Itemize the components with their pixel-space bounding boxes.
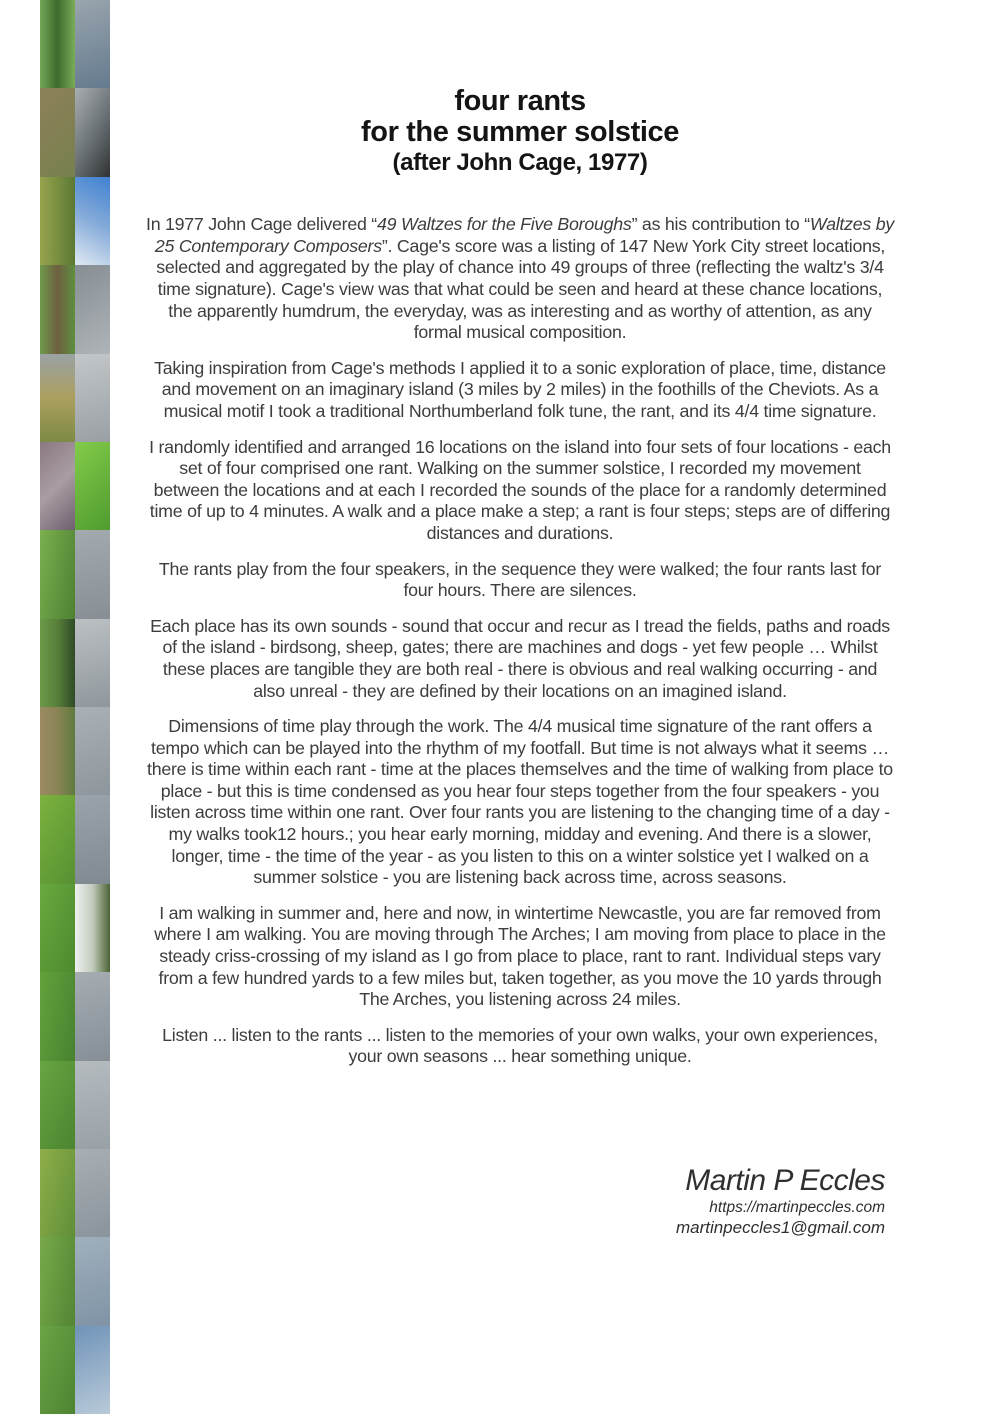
photo-thumbnail-dry-grass-path [40,707,75,795]
photo-thumbnail-grass [40,972,75,1060]
signature-block [120,1164,920,1238]
photo-thumbnail-grey-gradient-sky [75,619,110,707]
photo-thumbnail-blue-sky [75,1326,110,1414]
photo-thumbnail-grass [40,1237,75,1325]
title-line-1: four rants [454,85,586,117]
photo-thumbnail-grey-sky [75,1149,110,1237]
paragraph: I randomly identified and arranged 16 locations on the island into four sets of four locations - each set of four comprised one rant. Walking on the summer solstice, I recorded my movement between the locations and at each I recorded the sounds of the place for a randomly determined time of up to 4 minutes. A walk and a place make a step; a rant is four steps; steps are of differing distances and durations. [149,436,891,543]
photo-thumbnail-crop-rows [40,265,75,353]
body-text [146,214,894,1068]
photo-thumbnail-tall-grass [40,177,75,265]
photo-thumbnail-grass [40,1061,75,1149]
paragraph: Dimensions of time play through the work. The 4/4 musical time signature of the rant offers a tempo which can be played into the rhythm of my footfall. But time is not always what it seems … there is time within each rant - time at the places themselves and the time of walking from place to place - but this is time condensed as you hear four steps together from the four speakers - you listen across time within one rant. Over four rants you are listening to the changing time of a day - my walks took12 hours.; you hear early morning, midday and evening. And there is a slower, longer, time - the time of the year - as you listen to this on a winter solstice yet I walked on a summer solstice - you are listening back across time, across seasons. [147,716,893,888]
photo-thumbnail-light-grey-sky [75,354,110,442]
paragraph: Each place has its own sounds - sound that occur and recur as I tread the fields, paths and roads of the island - birdsong, sheep, gates; there are machines and dogs - yet few people … Whilst these places are tangible they are both real - there is obvious and real walking occurring - and also unreal - they are defined by their locations on an imagined island. [150,615,890,701]
paragraph: I am walking in summer and, here and now, in wintertime Newcastle, you are far removed from where I am walking. You are moving through The Arches; I am moving from place to place in the steady criss-crossing of my island as I go from place to place, rant to rant. Individual steps vary from a few hundred yards to a few miles but, taken together, as you move the 10 yards through The Arches, you listening across 24 miles. [154,902,886,1010]
content-column [120,0,920,1238]
photo-thumbnail-tree-white-sky [75,884,110,972]
photo-thumbnail-flower-meadow [40,795,75,883]
photo-thumbnail-light-grey-sky [75,1061,110,1149]
title-line-2: for the summer solstice [361,116,679,149]
photo-thumbnail-blue-sky-clouds [75,177,110,265]
photo-thumbnail-meadow-tree [40,619,75,707]
photo-thumbnail-grey-sky [75,707,110,795]
photo-thumbnail-green-foliage [75,442,110,530]
photo-thumbnail-grey-sky [75,795,110,883]
photo-thumbnail-rocks [40,442,75,530]
photo-thumbnail-grasses [40,530,75,618]
paragraph: In 1977 John Cage delivered “49 Waltzes for the Five Boroughs” as his contribution to “Waltzes by 25 Contemporary Composers”. Cage's score was a listing of 147 New York City street locations, selected and aggregated by the play of chance into 49 groups of three (reflecting the waltz's 3/4 time signature). Cage's view was that what could be seen and heard at these chance locations, the apparently humdrum, the everyday, was as interesting and as worthy of attention, as any formal musical composition. [146,214,895,343]
paragraph: Listen ... listen to the rants ... listen to the memories of your own walks, your own experiences, your own seasons ... hear something unique. [162,1024,878,1067]
photo-thumbnail-yellow-grass [40,1149,75,1237]
photo-thumbnail-grey-sky [75,972,110,1060]
photo-thumbnail-grey-sky [75,530,110,618]
paragraph: The rants play from the four speakers, in the sequence they were walked; the four rants last for four hours. There are silences. [158,558,882,601]
photo-thumbnail-meadow-fence [40,354,75,442]
photo-thumbnail-grass [40,1326,75,1414]
signature-website: https://martinpeccles.com [709,1199,885,1216]
photo-thumbnail-grass-track [40,0,75,88]
paragraph: Taking inspiration from Cage's methods I applied it to a sonic exploration of place, time, distance and movement on an imaginary island (3 miles by 2 miles) in the foothills of the Cheviots. As a musical motif I took a traditional Northumberland folk tune, the rant, and its 4/4 time signature. [154,357,886,421]
photo-thumbnail-grass [40,884,75,972]
photo-thumbnail-grey-clouds [75,265,110,353]
photo-thumbnail-cloudy-sky [75,0,110,88]
signature-name: Martin P Eccles [685,1164,885,1197]
signature-email: martinpeccles1@gmail.com [675,1218,885,1237]
page-title [120,86,920,176]
photo-thumbnail-dark-sky-silhouette [75,88,110,176]
title-line-3: (after John Cage, 1977) [392,148,648,176]
photo-thumbnail-blue-grey-sky [75,1237,110,1325]
photo-strip [40,0,110,1414]
photo-thumbnail-brown-meadow [40,88,75,176]
